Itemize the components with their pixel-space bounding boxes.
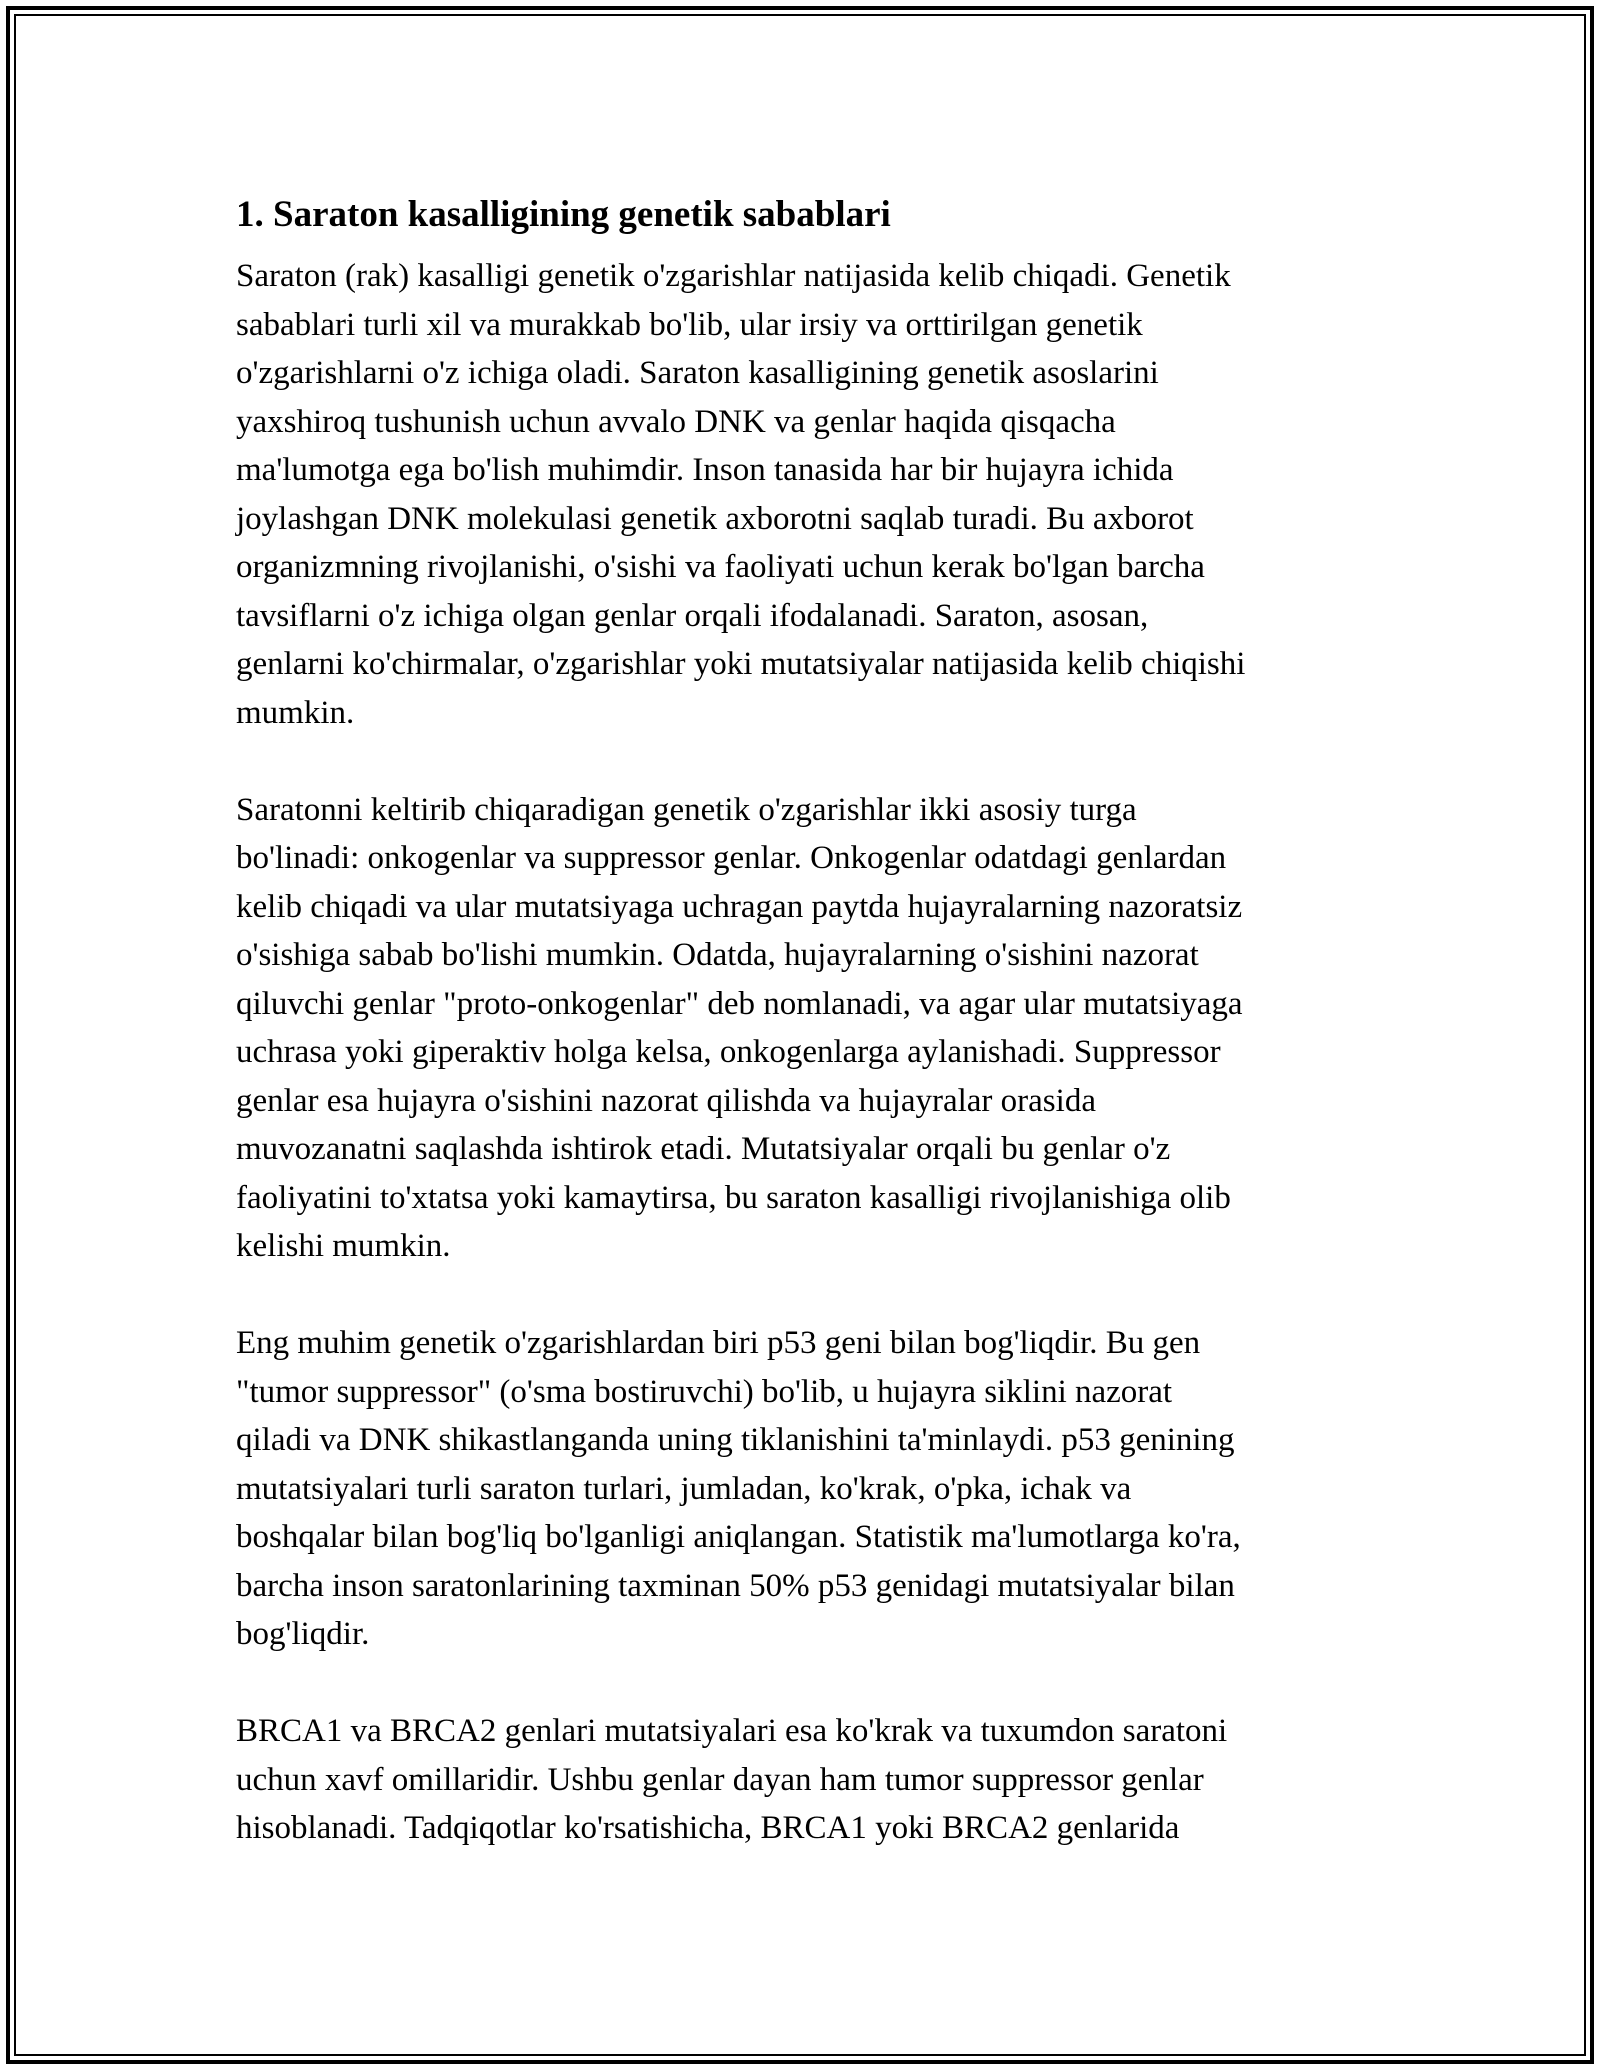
paragraph-line: kelishi mumkin.: [236, 1228, 451, 1264]
paragraph-p53: [236, 1319, 1366, 1659]
paragraph-line: genlarni ko'chirmalar, o'zgarishlar yoki mutatsiyalar natijasida kelib chiqishi: [236, 646, 1246, 682]
paragraph-line: faoliyatini to'xtatsa yoki kamaytirsa, bu saraton kasalligi rivojlanishiga olib: [236, 1179, 1231, 1216]
paragraph-line: tavsiflarni o'z ichiga olgan genlar orqali ifodalanadi. Saraton, asosan,: [236, 597, 1149, 634]
paragraph-line: genlar esa hujayra o'sishini nazorat qilishda va hujayralar orasida: [236, 1082, 1096, 1119]
paragraph-line: bog'liqdir.: [236, 1616, 370, 1652]
paragraph-line: BRCA1 va BRCA2 genlari mutatsiyalari esa ko'krak va tuxumdon saratoni: [236, 1713, 1228, 1749]
paragraph-line: uchun xavf omillaridir. Ushbu genlar dayan ham tumor suppressor genlar: [236, 1761, 1204, 1798]
paragraph-line: qiladi va DNK shikastlanganda uning tiklanishini ta'minlaydi. p53 genining: [236, 1422, 1235, 1458]
paragraph-line: o'zgarishlarni o'z ichiga oladi. Saraton kasalligining genetik asoslarini: [236, 355, 1159, 391]
paragraph-line: hisoblanadi. Tadqiqotlar ko'rsatishicha, BRCA1 yoki BRCA2 genlarida: [236, 1810, 1180, 1846]
paragraph-line: kelib chiqadi va ular mutatsiyaga uchragan paytda hujayralarning nazoratsiz: [236, 888, 1243, 925]
paragraph-line: o'sishiga sabab bo'lishi mumkin. Odatda, hujayralarning o'sishini nazorat: [236, 937, 1199, 973]
paragraph-line: mutatsiyalari turli saraton turlari, jumladan, ko'krak, o'pka, ichak va: [236, 1470, 1132, 1507]
paragraph-line: Eng muhim genetik o'zgarishlardan biri p53 geni bilan bog'liqdir. Bu gen: [236, 1325, 1201, 1361]
paragraph-line: organizmning rivojlanishi, o'sishi va faoliyati uchun kerak bo'lgan barcha: [236, 549, 1205, 585]
paragraph-line: boshqalar bilan bog'liq bo'lganligi aniqlangan. Statistik ma'lumotlarga ko'ra,: [236, 1519, 1241, 1555]
paragraph-line: sabablari turli xil va murakkab bo'lib, ular irsiy va orttirilgan genetik: [236, 306, 1143, 343]
paragraph-line: bo'linadi: onkogenlar va suppressor genlar. Onkogenlar odatdagi genlardan: [236, 840, 1227, 876]
paragraph-line: yaxshiroq tushunish uchun avvalo DNK va genlar haqida qisqacha: [236, 403, 1116, 440]
paragraph-line: qiluvchi genlar "proto-onkogenlar" deb nomlanadi, va agar ular mutatsiyaga: [236, 985, 1243, 1022]
paragraph-line: uchrasa yoki giperaktiv holga kelsa, onkogenlarga aylanishadi. Suppressor: [236, 1034, 1221, 1070]
paragraph-line: Saratonni keltirib chiqaradigan genetik o'zgarishlar ikki asosiy turga: [236, 791, 1137, 828]
document-body: [236, 186, 1366, 1853]
paragraph-line: barcha inson saratonlarining taxminan 50% p53 genidagi mutatsiyalar bilan: [236, 1567, 1235, 1604]
paragraph-oncogenes: [236, 786, 1366, 1271]
paragraph-line: "tumor suppressor" (o'sma bostiruvchi) bo'lib, u hujayra siklini nazorat: [236, 1373, 1173, 1410]
paragraph-genetic-causes: [236, 252, 1366, 737]
paragraph-line: mumkin.: [236, 694, 355, 731]
paragraph-line: Saraton (rak) kasalligi genetik o'zgarishlar natijasida kelib chiqadi. Genetik: [236, 258, 1231, 294]
paragraph-line: joylashgan DNK molekulasi genetik axborotni saqlab turadi. Bu axborot: [236, 500, 1194, 537]
paragraph-line: muvozanatni saqlashda ishtirok etadi. Mutatsiyalar orqali bu genlar o'z: [236, 1131, 1171, 1167]
paragraph-line: ma'lumotga ega bo'lish muhimdir. Inson tanasida har bir hujayra ichida: [236, 452, 1174, 488]
paragraph-brca: [236, 1707, 1366, 1853]
section-heading: 1. Saraton kasalligining genetik sabablari: [236, 194, 891, 235]
